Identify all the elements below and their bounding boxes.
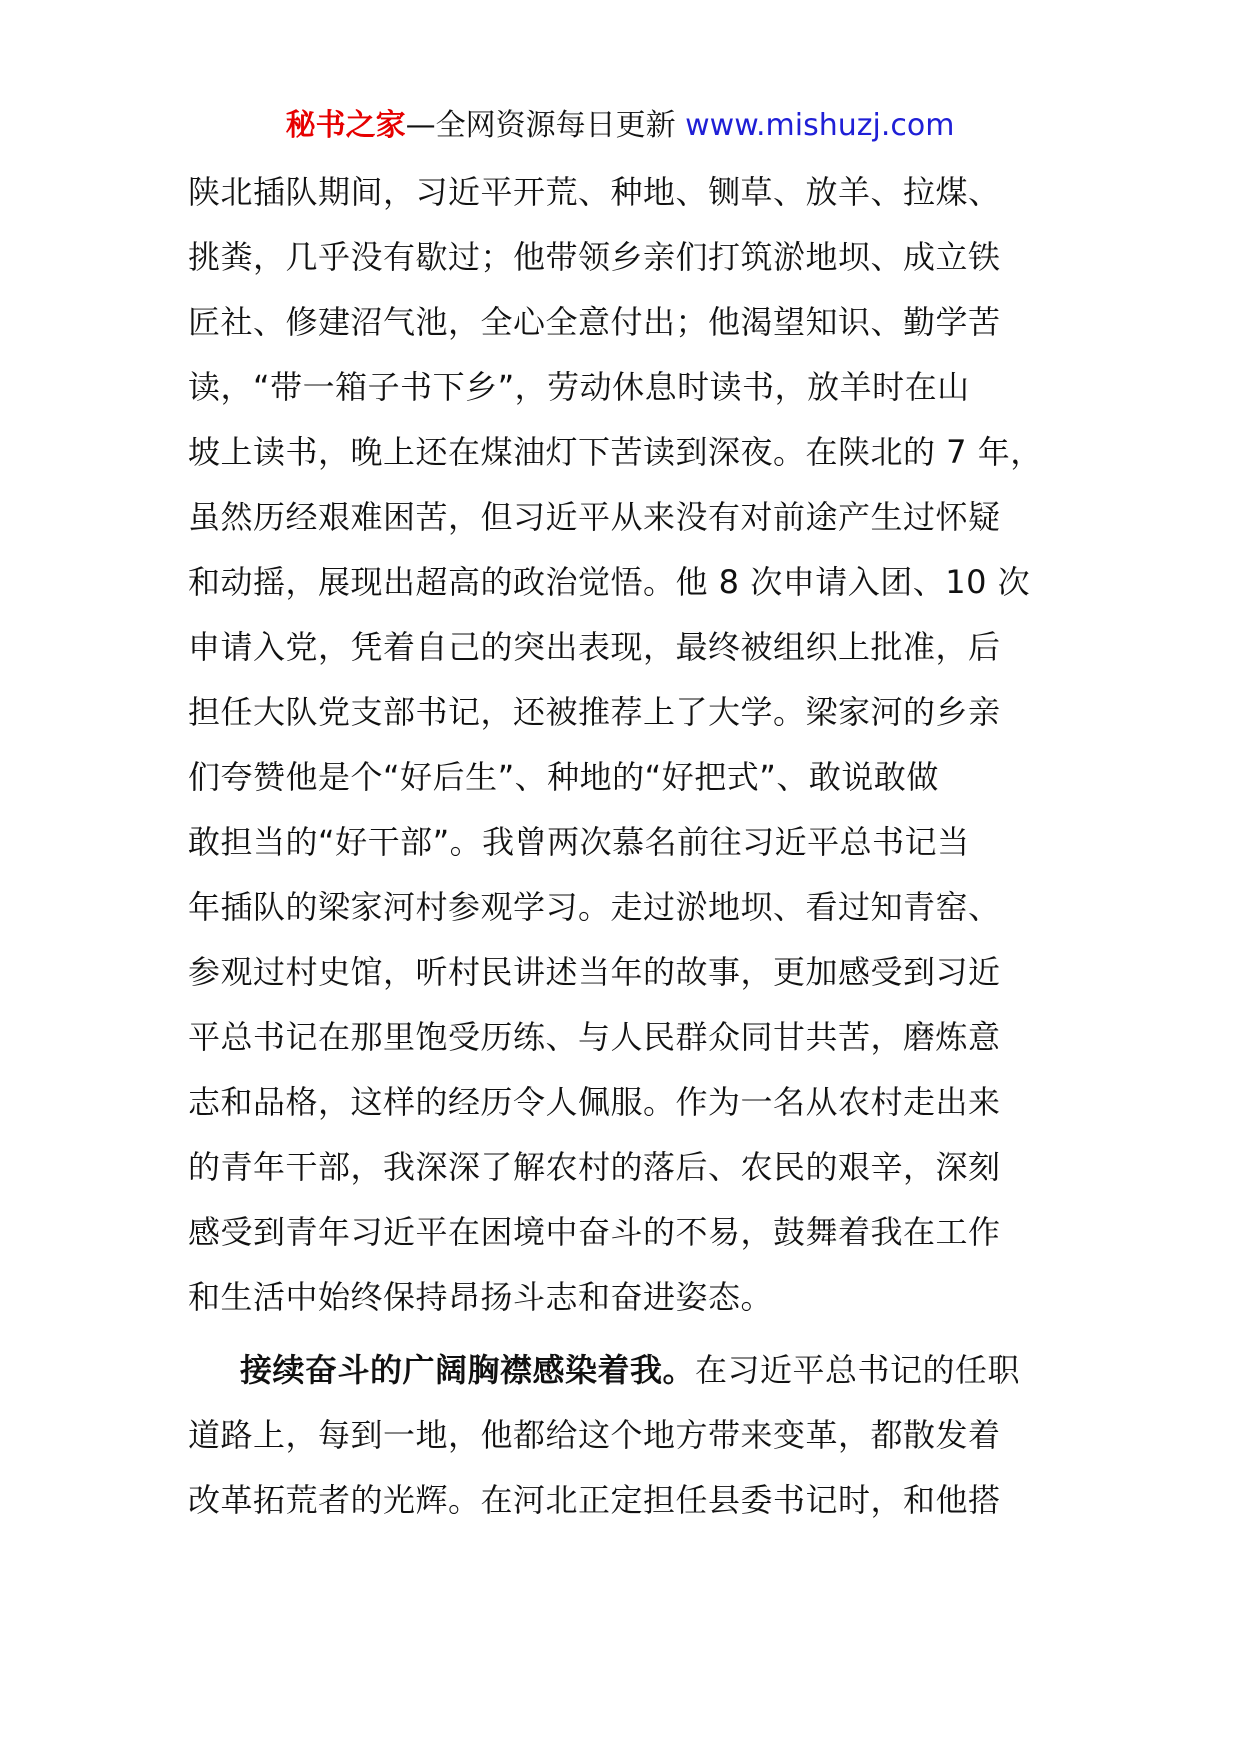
brand-name: 秘书之家 (285, 108, 406, 143)
text-line: 平总书记在那里饱受历练、与人民群众同甘共苦，磨炼意 (188, 1018, 1001, 1056)
text-line: 和动摇，展现出超高的政治觉悟。他 8 次申请入团、10 次 (188, 563, 1031, 601)
text-line: 虽然历经艰难困苦，但习近平从来没有对前途产生过怀疑 (188, 498, 1001, 536)
text-line: 担任大队党支部书记，还被推荐上了大学。梁家河的乡亲 (188, 693, 1001, 731)
paragraph-2 (188, 1338, 1054, 1533)
text-line: 改革拓荒者的光辉。在河北正定担任县委书记时，和他搭 (188, 1481, 1001, 1519)
text-line: 坡上读书，晚上还在煤油灯下苦读到深夜。在陕北的 7 年， (188, 433, 1043, 471)
document-body (188, 160, 1054, 1533)
text-line: 匠社、修建沼气池，全心全意付出；他渴望知识、勤学苦 (188, 303, 1001, 341)
paragraph-first-line (188, 1338, 1054, 1403)
text-line: 道路上，每到一地，他都给这个地方带来变革，都散发着 (188, 1416, 1001, 1454)
text-line: 志和品格，这样的经历令人佩服。作为一名从农村走出来 (188, 1083, 1001, 1121)
site-link[interactable]: www.mishuzj.com (685, 108, 955, 143)
paragraph-first-line-text: 在习近平总书记的任职 (695, 1351, 1021, 1389)
text-line: 参观过村史馆，听村民讲述当年的故事，更加感受到习近 (188, 953, 1001, 991)
text-line: 们夸赞他是个“好后生”、种地的“好把式”、敢说敢做 (188, 758, 939, 796)
text-line: 陕北插队期间，习近平开荒、种地、铡草、放羊、拉煤、 (188, 173, 1001, 211)
text-line: 和生活中始终保持昂扬斗志和奋进姿态。 (188, 1278, 774, 1316)
paragraph-1 (188, 160, 1054, 1330)
paragraph-heading: 接续奋斗的广阔胸襟感染着我。 (240, 1351, 696, 1389)
text-line: 年插队的梁家河村参观学习。走过淤地坝、看过知青窑、 (188, 888, 1001, 926)
text-line: 的青年干部，我深深了解农村的落后、农民的艰辛，深刻 (188, 1148, 1001, 1186)
text-line: 读，“带一箱子书下乡”，劳动休息时读书，放羊时在山 (188, 368, 970, 406)
page-header (0, 104, 1240, 148)
text-line: 挑粪，几乎没有歇过；他带领乡亲们打筑淤地坝、成立铁 (188, 238, 1001, 276)
header-tagline: —全网资源每日更新 (405, 108, 676, 143)
text-line: 申请入党，凭着自己的突出表现，最终被组织上批准，后 (188, 628, 1001, 666)
text-line: 敢担当的“好干部”。我曾两次慕名前往习近平总书记当 (188, 823, 970, 861)
paragraph-gap (188, 1330, 1054, 1338)
text-line: 感受到青年习近平在困境中奋斗的不易，鼓舞着我在工作 (188, 1213, 1001, 1251)
